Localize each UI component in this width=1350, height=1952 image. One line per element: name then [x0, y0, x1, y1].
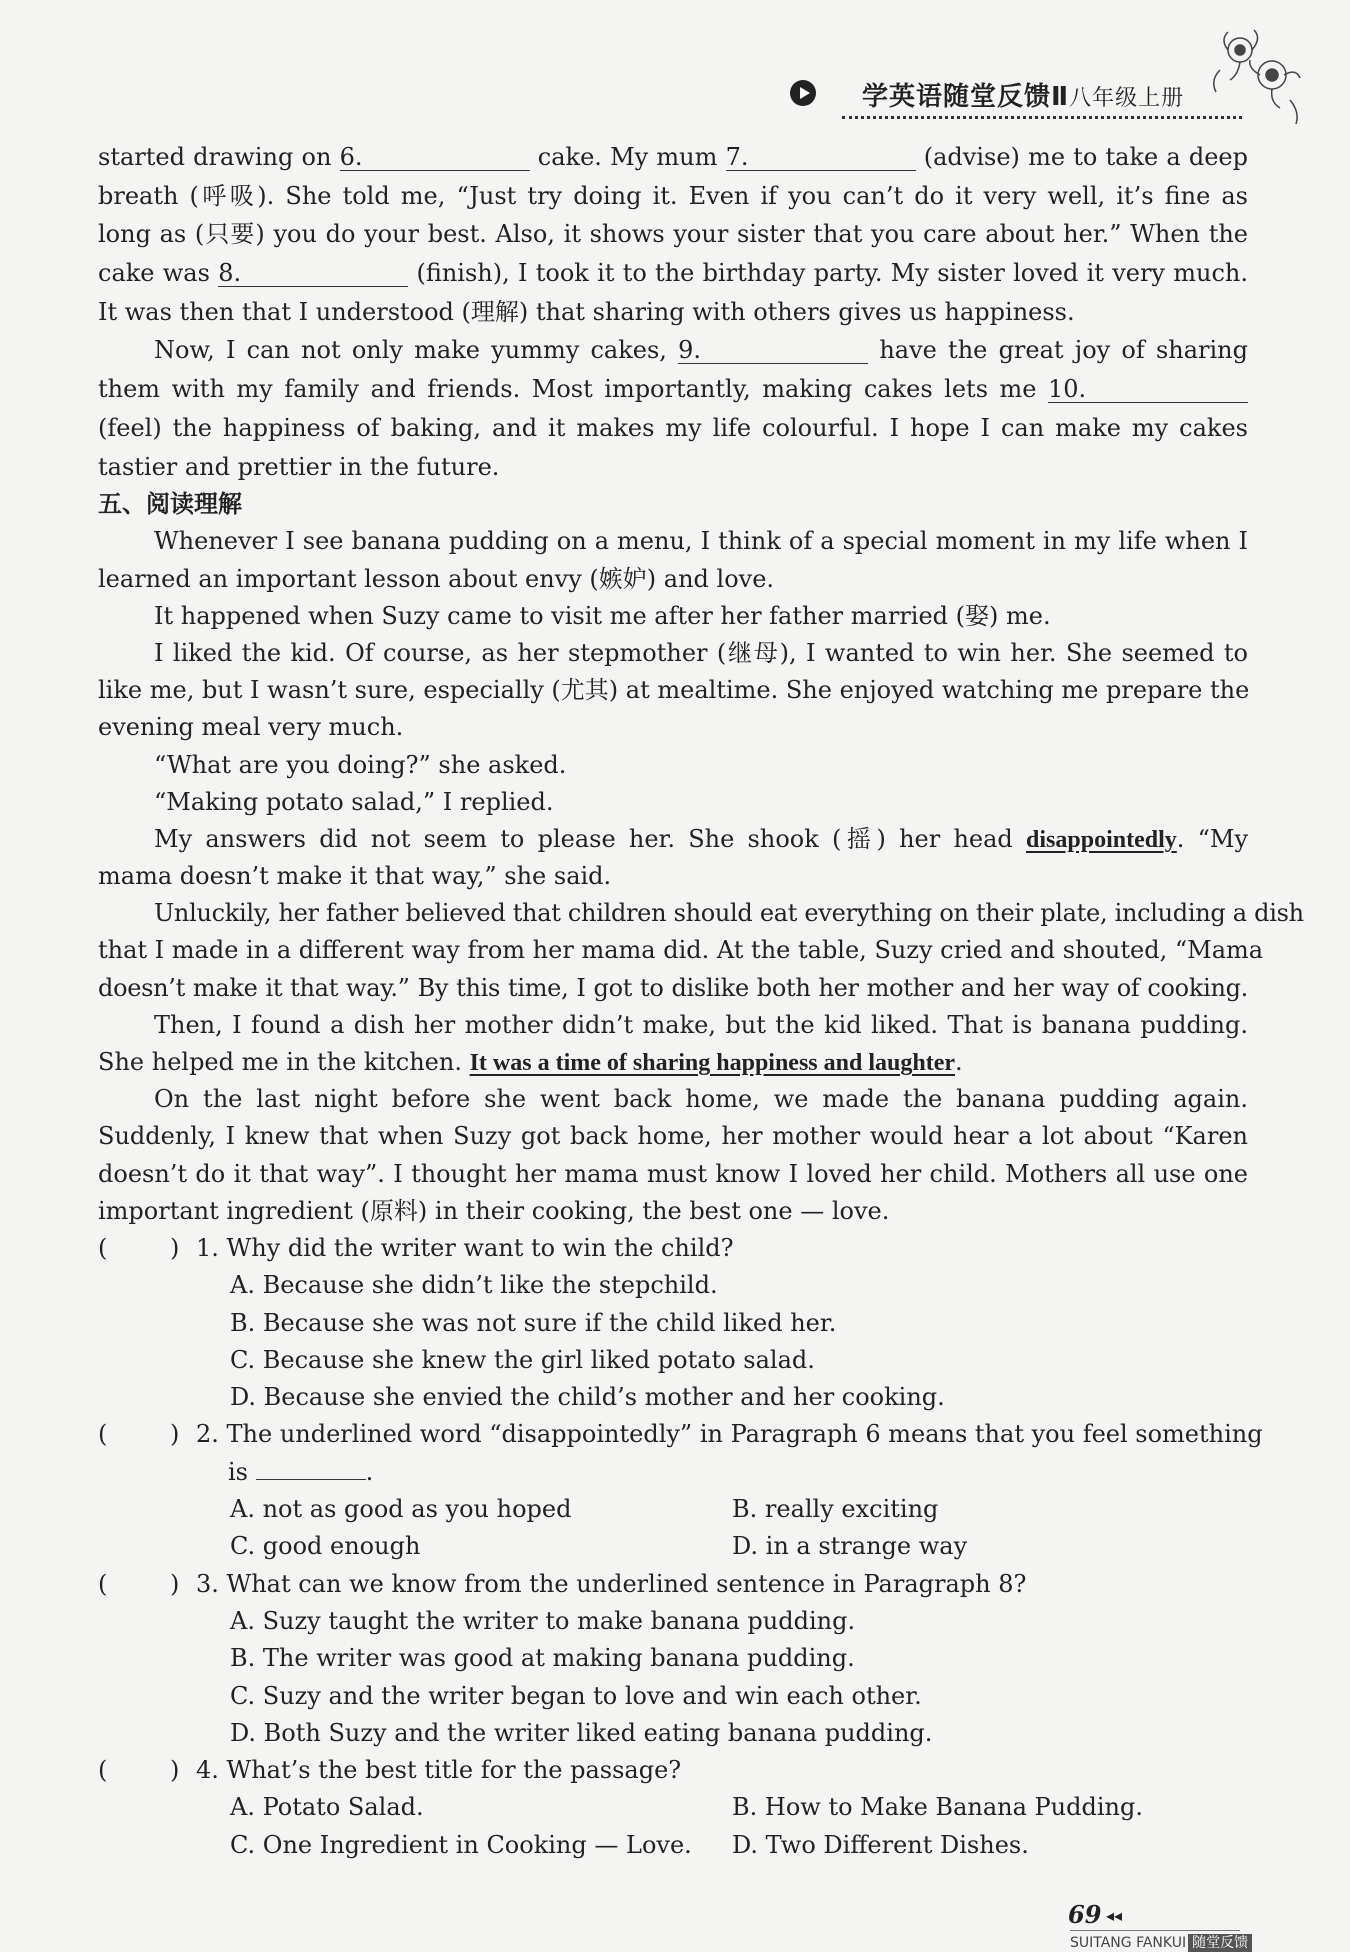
question-text: 1. Why did the writer want to win the child?: [196, 1233, 734, 1262]
question-1: [98, 1230, 1248, 1267]
answer-blank-10[interactable]: 10.: [1048, 376, 1248, 403]
option-c: C. Because she knew the girl liked potato salad.: [230, 1345, 815, 1374]
answer-blank-6[interactable]: 6.: [340, 144, 530, 171]
option-b: B. Because she was not sure if the child liked her.: [230, 1308, 837, 1337]
footer-tag: 随堂反馈: [1188, 1934, 1252, 1952]
flower-decoration-icon: [1200, 20, 1320, 140]
text-line: mama doesn’t make it that way,” she said.: [98, 862, 612, 891]
section-heading: 五、阅读理解: [98, 490, 242, 519]
text-line: that I made in a different way from her mama did. At the table, Suzy cried and shouted, “Mama: [98, 936, 1264, 965]
option-row: [98, 1528, 1248, 1565]
text-line: breath (呼吸). She told me, “Just try doing it. Even if you can’t do it very well, it’s fine as: [98, 181, 1248, 210]
answer-paren-close: ): [170, 1569, 180, 1598]
text-line: My answers did not seem to please her. She shook (摇) her head disappointedly. “My: [154, 824, 1248, 853]
question-2: [98, 1416, 1263, 1453]
play-icon: [790, 80, 816, 106]
option-row: [98, 1789, 1248, 1826]
question-text: 2. The underlined word “disappointedly” in Paragraph 6 means that you feel something: [196, 1420, 1263, 1449]
page-header: [790, 72, 1230, 122]
question-text: 4. What’s the best title for the passage?: [196, 1756, 682, 1785]
text-line: important ingredient (原料) in their cooking, the best one — love.: [98, 1196, 890, 1225]
answer-paren-open[interactable]: (: [98, 1569, 108, 1598]
option-row: [98, 1491, 1248, 1528]
option-d: D. in a strange way: [732, 1532, 968, 1561]
book-subtitle: 八年级上册: [1069, 86, 1185, 111]
text-line: Unluckily, her father believed that children should eat everything on their plate, including a dish: [154, 899, 1304, 928]
text-line: “Making potato salad,” I replied.: [154, 787, 554, 816]
answer-blank-9[interactable]: 9.: [678, 337, 868, 364]
text-line: It happened when Suzy came to visit me after her father married (娶) me.: [154, 601, 1051, 630]
question-text: 3. What can we know from the underlined sentence in Paragraph 8?: [196, 1569, 1027, 1598]
text-line: She helped me in the kitchen. It was a time of sharing happiness and laughter.: [98, 1048, 963, 1076]
answer-blank[interactable]: [256, 1459, 366, 1480]
option-c: C. One Ingredient in Cooking — Love.: [230, 1830, 692, 1859]
option-row: [98, 1827, 1248, 1864]
question-4: [98, 1752, 1248, 1789]
option-d: D. Because she envied the child’s mother and her cooking.: [230, 1383, 945, 1412]
option-b: B. The writer was good at making banana pudding.: [230, 1644, 855, 1673]
text-line: (feel) the happiness of baking, and it makes my life colourful. I hope I can make my cakes: [98, 413, 1248, 442]
footer-divider: [1070, 1930, 1240, 1931]
text-line: I liked the kid. Of course, as her stepmother (继母), I wanted to win her. She seemed to: [154, 638, 1248, 667]
header-divider: [842, 116, 1242, 119]
text-line: evening meal very much.: [98, 713, 404, 742]
answer-paren-close: ): [170, 1756, 180, 1785]
answer-paren-open[interactable]: (: [98, 1420, 108, 1449]
text-line: doesn’t do it that way”. I thought her mama must know I loved her child. Mothers all use one: [98, 1159, 1248, 1188]
text-line: tastier and prettier in the future.: [98, 452, 500, 481]
question-3: [98, 1566, 1248, 1603]
answer-paren-close: ): [170, 1233, 180, 1262]
text-line: Now, I can not only make yummy cakes, 9. have the great joy of sharing: [154, 336, 1248, 365]
option-a: A. not as good as you hoped: [230, 1495, 572, 1524]
text-line: like me, but I wasn’t sure, especially (尤其) at mealtime. She enjoyed watching me prepare the: [98, 676, 1250, 705]
text-line: long as (只要) you do your best. Also, it shows your sister that you care about her.” When the: [98, 220, 1248, 249]
text-line: cake was 8. (finish), I took it to the birthday party. My sister loved it very much.: [98, 259, 1249, 288]
text-line: It was then that I understood (理解) that sharing with others gives us happiness.: [98, 297, 1075, 326]
page-number: 69: [1068, 1900, 1102, 1929]
page-content: [98, 138, 1304, 1864]
option-a: A. Suzy taught the writer to make banana pudding.: [230, 1606, 856, 1635]
answer-paren-open[interactable]: (: [98, 1756, 108, 1785]
double-arrow-left-icon: ◂◂: [1106, 1906, 1123, 1925]
text-line: learned an important lesson about envy (嫉妒) and love.: [98, 564, 775, 593]
text-line: started drawing on 6. cake. My mum 7. (advise) me to take a deep: [98, 143, 1249, 171]
option-d: D. Two Different Dishes.: [732, 1830, 1029, 1859]
question-2-continued: is .: [228, 1457, 374, 1486]
text-line: Suddenly, I knew that when Suzy got back home, her mother would hear a lot about “Karen: [98, 1122, 1248, 1151]
answer-blank-8[interactable]: 8.: [218, 260, 408, 287]
option-b: B. really exciting: [732, 1495, 939, 1524]
text-line: doesn’t make it that way.” By this time, I got to dislike both her mother and her way of cooking.: [98, 973, 1248, 1002]
option-a: A. Because she didn’t like the stepchild.: [230, 1271, 718, 1300]
option-c: C. good enough: [230, 1532, 421, 1561]
option-b: B. How to Make Banana Pudding.: [732, 1793, 1143, 1822]
answer-paren-open[interactable]: (: [98, 1233, 108, 1262]
option-d: D. Both Suzy and the writer liked eating banana pudding.: [230, 1718, 933, 1747]
text-line: them with my family and friends. Most importantly, making cakes lets me 10.: [98, 370, 1248, 409]
option-c: C. Suzy and the writer began to love and win each other.: [230, 1681, 922, 1710]
option-a: A. Potato Salad.: [230, 1793, 424, 1822]
underlined-word: disappointedly: [1026, 826, 1177, 853]
book-title: 学英语随堂反馈Ⅱ八年级上册: [862, 82, 1185, 112]
text-line: On the last night before she went back home, we made the banana pudding again.: [154, 1085, 1248, 1114]
footer-brand: SUITANG FANKUI 随堂反馈: [1070, 1932, 1252, 1952]
text-line: Whenever I see banana pudding on a menu, I think of a special moment in my life when I: [154, 527, 1248, 556]
underlined-sentence: It was a time of sharing happiness and laughter: [469, 1050, 955, 1076]
answer-paren-close: ): [170, 1420, 180, 1449]
answer-blank-7[interactable]: 7.: [726, 144, 916, 171]
text-line: Then, I found a dish her mother didn’t make, but the kid liked. That is banana pudding.: [154, 1010, 1248, 1039]
text-line: “What are you doing?” she asked.: [154, 750, 567, 779]
